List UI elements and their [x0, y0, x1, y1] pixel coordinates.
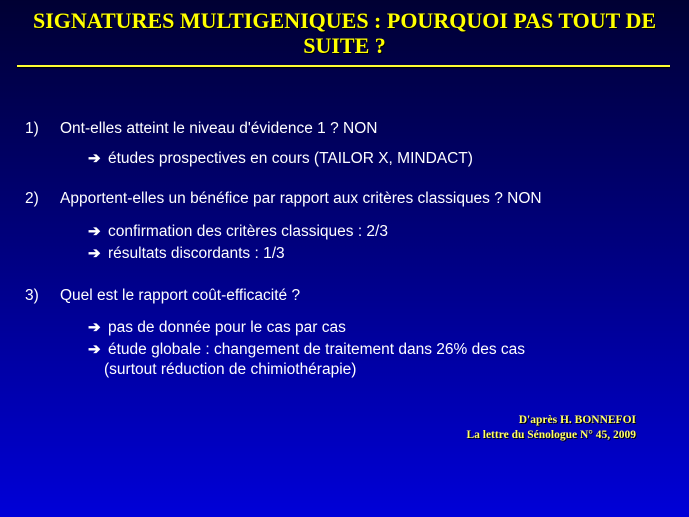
slide-title: [0, 8, 689, 58]
sub-item: [88, 245, 285, 263]
right-arrow-icon: ➔: [88, 150, 101, 167]
sub-item-text: études prospectives en cours (TAILOR X, MINDACT): [108, 150, 473, 167]
source-citation: La lettre du Sénologue N° 45, 2009: [466, 429, 636, 441]
title-divider: [17, 65, 670, 67]
item-number: 1): [25, 120, 39, 137]
right-arrow-icon: ➔: [88, 223, 101, 240]
list-item-3: [25, 287, 300, 305]
right-arrow-icon: ➔: [88, 341, 101, 358]
sub-item-text: pas de donnée pour le cas par cas: [108, 319, 346, 336]
item-text: Quel est le rapport coût-efficacité ?: [60, 287, 301, 304]
sub-item-text: confirmation des critères classiques : 2/3: [108, 223, 388, 240]
sub-item: [88, 319, 346, 337]
right-arrow-icon: ➔: [88, 245, 101, 262]
sub-item: [88, 150, 473, 168]
sub-item-continuation: (surtout réduction de chimiothérapie): [104, 361, 357, 378]
item-number: 2): [25, 190, 39, 207]
sub-item-text: étude globale : changement de traitement dans 26% des cas: [108, 341, 526, 358]
item-text: Apportent-elles un bénéfice par rapport aux critères classiques ? NON: [60, 190, 542, 207]
sub-item-text: résultats discordants : 1/3: [108, 245, 285, 262]
title-line-2: SUITE ?: [303, 33, 386, 58]
sub-item: [88, 223, 388, 241]
source-author: D'après H. BONNEFOI: [518, 414, 636, 426]
sub-item: [88, 341, 525, 359]
right-arrow-icon: ➔: [88, 319, 101, 336]
item-text: Ont-elles atteint le niveau d'évidence 1 ? NON: [60, 120, 378, 137]
item-number: 3): [25, 287, 39, 304]
list-item-1: [25, 120, 377, 138]
list-item-2: [25, 190, 542, 208]
title-line-1: SIGNATURES MULTIGENIQUES : POURQUOI PAS TOUT DE: [32, 8, 657, 33]
